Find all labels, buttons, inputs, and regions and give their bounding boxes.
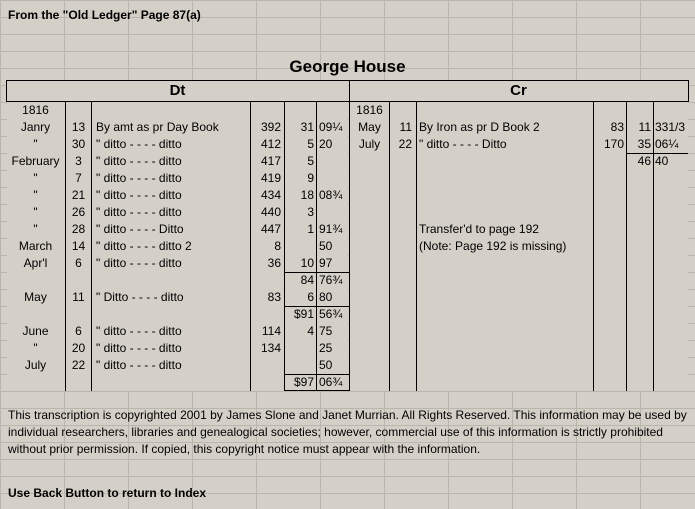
- debit-month-cell: ": [33, 205, 38, 219]
- debit-c1-cell: 83: [267, 290, 281, 304]
- debit-c2-cell: 1: [307, 222, 314, 236]
- ledger-right-border: [688, 80, 689, 101]
- debit-c3-cell: 25: [319, 341, 333, 355]
- debit-c3-cell: 50: [319, 239, 333, 253]
- debit-day-cell: 11: [72, 290, 85, 304]
- debit-c2-cell: 9: [307, 171, 314, 185]
- debit-month-cell: June: [22, 324, 49, 338]
- credit-c3-cell: 40: [655, 154, 669, 168]
- credit-total-rule: [627, 153, 688, 154]
- ledger-title: George House: [289, 57, 406, 76]
- debit-desc-cell: " ditto - - - - Ditto: [96, 222, 184, 236]
- back-instruction: Use Back Button to return to Index: [8, 486, 207, 500]
- debit-c3-cell: 91¾: [319, 222, 343, 236]
- debit-c1-cell: 8: [274, 239, 281, 253]
- debit-c1-cell: 412: [260, 137, 281, 151]
- debit-day-cell: 22: [71, 358, 86, 372]
- debit-c1-cell: 434: [260, 188, 281, 202]
- debit-desc-cell: " ditto - - - - ditto: [96, 154, 182, 168]
- debit-day-cell: 26: [71, 205, 86, 219]
- ledger-header-rule: [6, 101, 689, 102]
- credit-c2-cell: 46: [637, 154, 651, 168]
- debit-day-cell: 3: [75, 154, 82, 168]
- credit-month-cell: May: [358, 120, 381, 134]
- debit-c3-cell: 06¾: [319, 375, 343, 389]
- credit-c3-cell: 331/3: [655, 120, 686, 134]
- debit-desc-cell: " ditto - - - - ditto: [96, 341, 182, 355]
- debit-c1-cell: 114: [261, 324, 281, 338]
- debit-c2-cell: 3: [307, 205, 314, 219]
- debit-c3-cell: 50: [319, 358, 333, 372]
- debit-month-cell: ": [33, 171, 38, 185]
- credit-desc-cell: By Iron as pr D Book 2: [419, 120, 540, 134]
- debit-desc-cell: " ditto - - - - ditto: [96, 358, 182, 372]
- debit-day-cell: 14: [71, 239, 86, 253]
- debit-desc-cell: " ditto - - - - ditto: [96, 256, 182, 270]
- credit-c1-cell: 170: [603, 137, 624, 151]
- credit-c1-cell: 83: [610, 120, 624, 134]
- debit-c2-cell: 18: [300, 188, 314, 202]
- debit-month-cell: July: [24, 358, 47, 372]
- debit-month-cell: ": [33, 222, 38, 236]
- page-header: From the "Old Ledger" Page 87(a): [8, 8, 201, 22]
- debit-month-cell: ": [33, 188, 38, 202]
- debit-month-cell: February: [11, 154, 60, 168]
- debit-day-cell: 21: [71, 188, 86, 202]
- debit-month-cell: ": [33, 137, 38, 151]
- credit-column-rule: [416, 102, 417, 391]
- debit-desc-cell: " ditto - - - - ditto: [96, 205, 182, 219]
- debit-total-bottom-rule: [285, 390, 349, 391]
- debit-desc-cell: " ditto - - - - ditto: [96, 324, 182, 338]
- ledger-top-rule: [6, 80, 689, 81]
- debit-c1-cell: 419: [260, 171, 281, 185]
- debit-subtotal-rule: [285, 272, 349, 273]
- debit-c3-cell: 08¾: [319, 188, 343, 202]
- credit-header: Cr: [510, 82, 527, 99]
- debit-desc-cell: " ditto - - - - ditto: [96, 171, 182, 185]
- debit-c3-cell: 56¾: [319, 307, 343, 321]
- debit-column-rule: [316, 102, 317, 391]
- credit-c3-cell: 06¼: [655, 137, 679, 151]
- debit-day-cell: 7: [75, 171, 82, 185]
- debit-c2-cell: $97: [293, 375, 314, 389]
- credit-c2-cell: 35: [637, 137, 651, 151]
- debit-subtotal-rule: [285, 306, 349, 307]
- debit-month-cell: Janry: [20, 120, 51, 134]
- debit-desc-cell: " ditto - - - - ditto: [96, 137, 182, 151]
- debit-c3-cell: 97: [319, 256, 333, 270]
- debit-day-cell: 20: [71, 341, 86, 355]
- credit-month-cell: July: [358, 137, 381, 151]
- debit-c3-cell: 09¼: [319, 120, 343, 134]
- credit-month-cell: 1816: [356, 103, 383, 117]
- debit-month-cell: 1816: [22, 103, 49, 117]
- debit-c3-cell: 76¾: [319, 273, 343, 287]
- debit-c2-cell: $91: [293, 307, 314, 321]
- debit-c3-cell: 75: [319, 324, 333, 338]
- debit-desc-cell: By amt as pr Day Book: [96, 120, 219, 134]
- debit-c1-cell: 392: [260, 120, 281, 134]
- debit-day-cell: 13: [71, 120, 86, 134]
- debit-c2-cell: 4: [307, 324, 314, 338]
- debit-c1-cell: 36: [267, 256, 281, 270]
- copyright-notice: This transcription is copyrighted 2001 by James Slone and Janet Murrian. All Rights Reserved. This information may be used by individual researchers, libraries and genealogical societies; however, commercial use of this information is strictly prohibited without prior permission. If copied, this copyright notice must appear with the information.: [8, 408, 687, 456]
- debit-c1-cell: 134: [260, 341, 281, 355]
- debit-c2-cell: 5: [307, 137, 314, 151]
- debit-column-rule: [91, 102, 92, 391]
- credit-day-cell: 11: [399, 120, 412, 134]
- debit-c2-cell: 31: [300, 120, 314, 134]
- debit-c1-cell: 440: [260, 205, 281, 219]
- debit-c2-cell: 5: [307, 154, 314, 168]
- debit-header: Dt: [169, 82, 186, 99]
- debit-day-cell: 30: [71, 137, 86, 151]
- debit-month-cell: March: [18, 239, 53, 253]
- debit-c1-cell: 447: [260, 222, 281, 236]
- credit-column-rule: [653, 102, 654, 391]
- credit-c2-cell: 11: [638, 120, 651, 134]
- debit-c1-cell: 417: [260, 154, 281, 168]
- debit-day-cell: 6: [75, 324, 82, 338]
- debit-c2-cell: 6: [307, 290, 314, 304]
- debit-month-cell: Apr'l: [23, 256, 48, 270]
- debit-c2-cell: 84: [300, 273, 314, 287]
- credit-column-rule: [389, 102, 390, 391]
- debit-day-cell: 28: [71, 222, 86, 236]
- debit-desc-cell: " Ditto - - - - ditto: [96, 290, 184, 304]
- credit-note: (Note: Page 192 is missing): [419, 239, 567, 253]
- debit-total-rule: [285, 374, 349, 375]
- debit-desc-cell: " ditto - - - - ditto 2: [96, 239, 192, 253]
- debit-day-cell: 6: [75, 256, 82, 270]
- debit-c2-cell: 10: [300, 256, 314, 270]
- credit-note: Transfer'd to page 192: [419, 222, 539, 236]
- credit-desc-cell: " ditto - - - - Ditto: [419, 137, 507, 151]
- ledger-left-border: [6, 80, 7, 101]
- debit-c3-cell: 80: [319, 290, 333, 304]
- debit-month-cell: May: [24, 290, 47, 304]
- credit-day-cell: 22: [398, 137, 412, 151]
- debit-c3-cell: 20: [319, 137, 333, 151]
- debit-desc-cell: " ditto - - - - ditto: [96, 188, 182, 202]
- debit-month-cell: ": [33, 341, 38, 355]
